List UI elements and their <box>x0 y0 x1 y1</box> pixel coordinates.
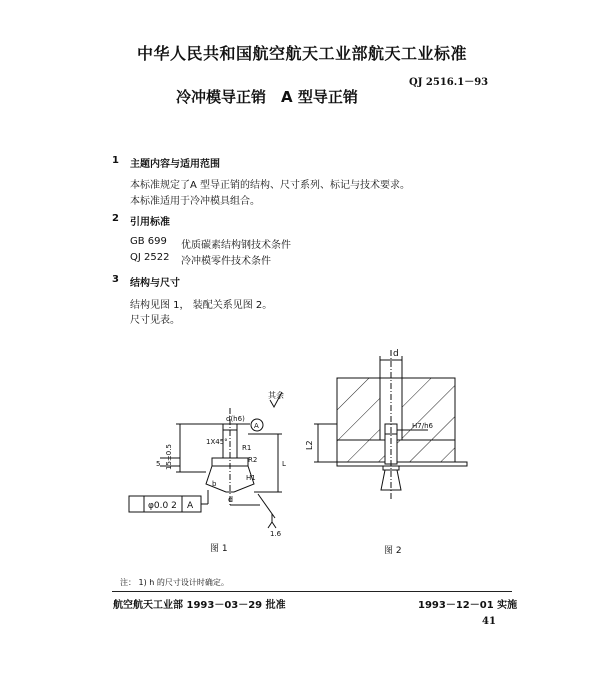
label-roughness-low: 1.6 <box>270 530 282 538</box>
section-3-para-1: 结构见图 1， 装配关系见图 2。 <box>130 300 273 311</box>
label-d-h6: d(h6) <box>226 415 245 423</box>
section-1-para-2: 本标准适用于冷冲模具组合。 <box>130 196 260 207</box>
section-3-heading: 结构与尺寸 <box>130 278 180 289</box>
label-dim-15: 15±0.5 <box>165 444 173 470</box>
section-2-number: 2 <box>112 213 119 224</box>
section-2-heading: 引用标准 <box>130 217 170 228</box>
footer-rule <box>112 591 512 592</box>
section-3-number: 3 <box>112 274 119 285</box>
label-dim-5: 5 <box>156 460 161 468</box>
ref-1-code: GB 699 <box>130 236 167 247</box>
label-l: L <box>282 460 286 468</box>
footer-issuer: 航空航天工业部 1993－03－29 批准 <box>113 600 286 611</box>
page-number: 41 <box>482 616 496 627</box>
ref-2-code: QJ 2522 <box>130 252 170 263</box>
label-b: b <box>212 480 217 488</box>
label-d-top: d <box>393 349 399 359</box>
ref-1-title: 优质碳素结构钢技术条件 <box>181 240 291 251</box>
document-title: 冷冲模导正销 A 型导正销 <box>176 88 358 106</box>
fcf-tolerance: φ0.0 2 <box>148 501 177 511</box>
footer-implementation: 1993－12－01 实施 <box>418 600 518 611</box>
label-chamfer: 1X45° <box>206 438 228 446</box>
label-r2: R2 <box>248 456 258 464</box>
label-fit: H7/h6 <box>412 422 433 430</box>
figure-1-caption: 图 1 <box>210 544 228 554</box>
strip <box>337 462 467 466</box>
label-d-bottom: d <box>228 495 234 504</box>
section-1-para-1: 本标准规定了A 型导正销的结构、尺寸系列、标记与技术要求。 <box>130 180 411 191</box>
label-h1: H1 <box>246 474 256 482</box>
fcf-datum: A <box>187 501 194 511</box>
footnote: 注： 1) h 的尺寸设计时确定。 <box>120 578 229 587</box>
label-l2: L2 <box>305 440 314 450</box>
ref-2-title: 冷冲模零件技术条件 <box>181 256 271 267</box>
org-title: 中华人民共和国航空航天工业部航天工业标准 <box>137 44 468 63</box>
standard-code: QJ 2516.1－93 <box>409 77 489 88</box>
label-datum-a-circle: A <box>254 422 259 430</box>
section-1-heading: 主题内容与适用范围 <box>130 159 220 170</box>
figure-2-caption: 图 2 <box>384 546 402 556</box>
section-1-number: 1 <box>112 155 119 166</box>
section-3-para-2: 尺寸见表。 <box>130 315 180 326</box>
roughness-label: 其余 <box>268 391 284 400</box>
label-r1: R1 <box>242 444 252 452</box>
